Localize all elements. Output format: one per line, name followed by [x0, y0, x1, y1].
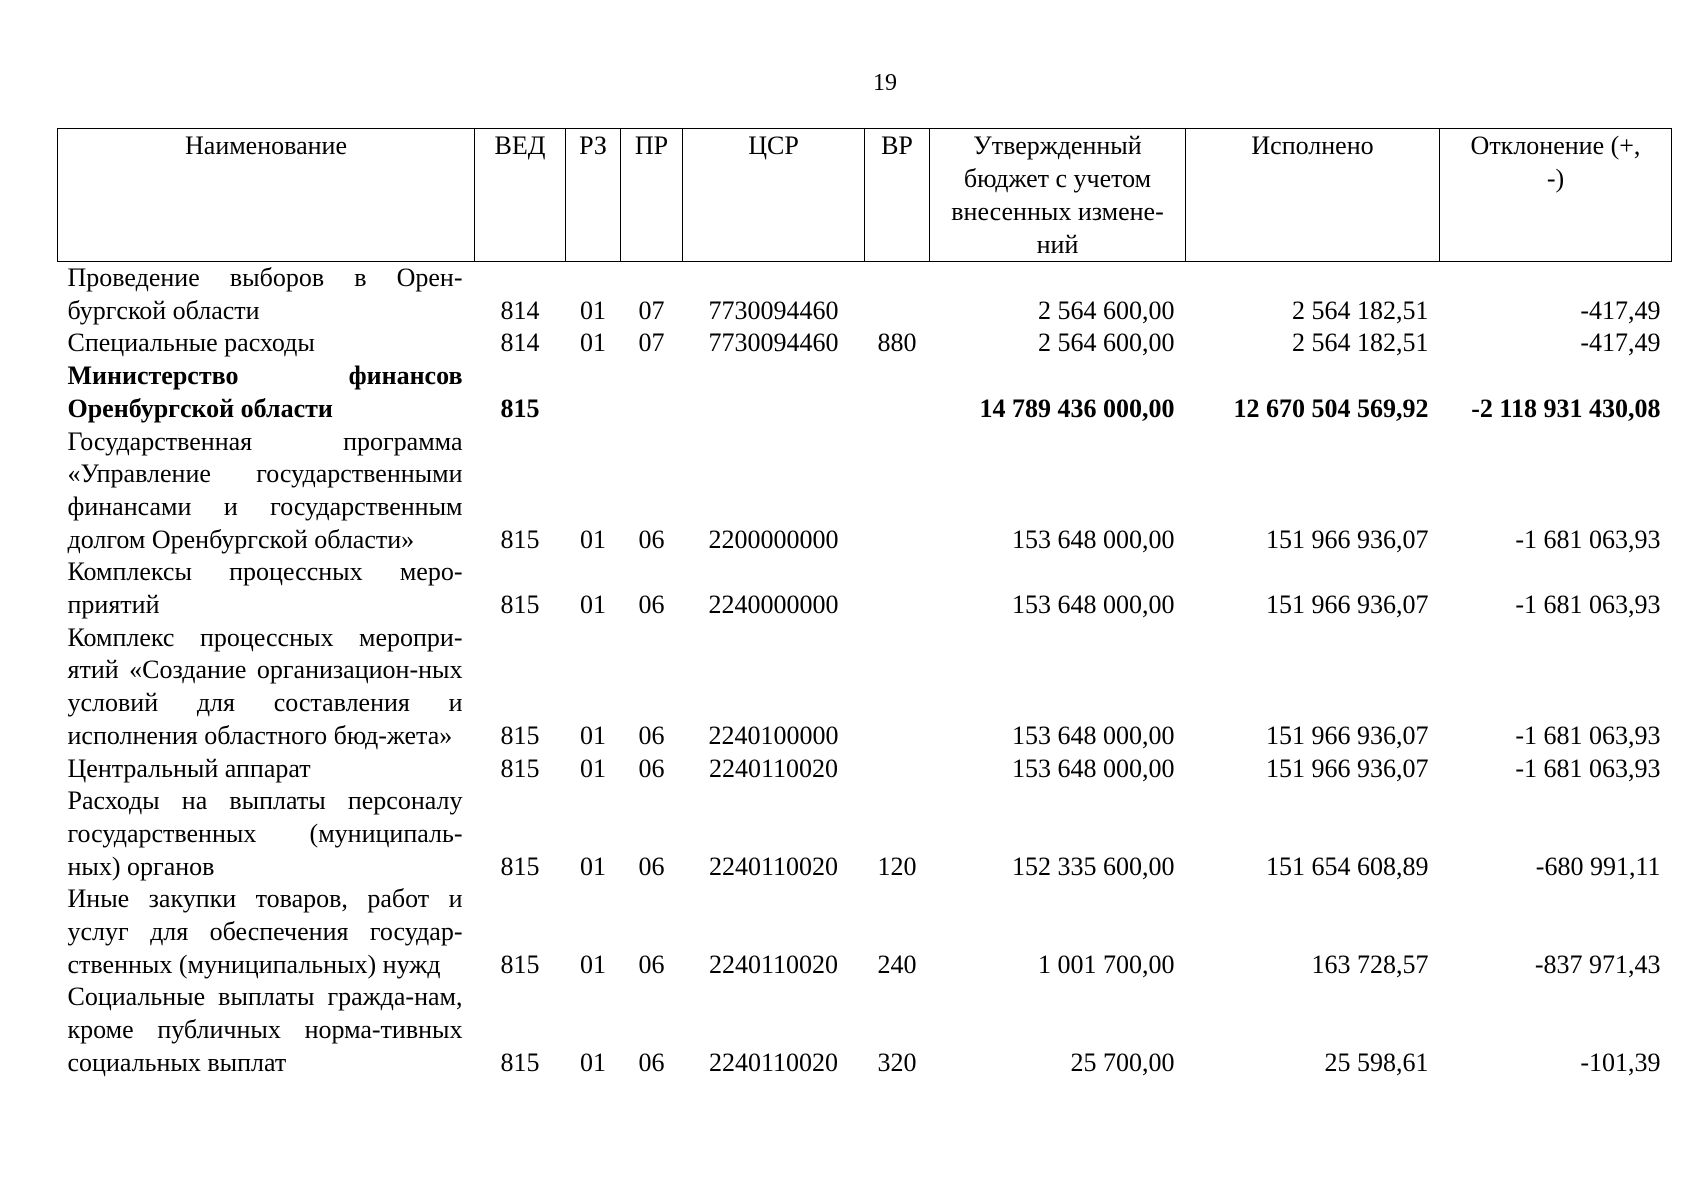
- row-done: 163 728,57: [1311, 949, 1429, 979]
- row-plan: 25 700,00: [1070, 1047, 1175, 1077]
- header-pr: ПР: [621, 129, 683, 262]
- row-name: Комплексы процессных меро-приятий: [67, 557, 463, 620]
- row-deviation: -680 991,11: [1535, 851, 1661, 881]
- row-vr: [865, 360, 930, 425]
- page-number: 19: [873, 70, 897, 96]
- row-ved: 815: [500, 393, 540, 423]
- row-ved: 814: [500, 328, 540, 358]
- row-plan: 153 648 000,00: [1012, 524, 1175, 554]
- row-name: Иные закупки товаров, работ и услуг для обеспечения государ-ственных (муниципальных) нужд: [67, 884, 463, 979]
- row-rz: 01: [580, 295, 606, 325]
- row-csr: 2240110020: [708, 1047, 839, 1077]
- row-rz: 01: [580, 720, 606, 750]
- row-pr: [621, 360, 683, 425]
- table-row: [58, 981, 1672, 1079]
- header-vr: ВР: [865, 129, 930, 262]
- row-pr: 06: [638, 851, 665, 881]
- row-csr: 2240110020: [708, 753, 839, 783]
- table-row: [58, 327, 1672, 360]
- row-vr: [865, 262, 930, 328]
- table-row: [58, 622, 1672, 753]
- table-row: [58, 556, 1672, 621]
- row-pr: 07: [638, 328, 665, 358]
- row-csr: 7730094460: [708, 295, 839, 325]
- row-csr: [683, 360, 865, 425]
- row-name: Расходы на выплаты персоналу государственных (муниципаль-ных) органов: [67, 786, 463, 881]
- row-vr: 120: [877, 851, 917, 881]
- row-plan: 153 648 000,00: [1012, 590, 1175, 620]
- row-ved: 815: [500, 949, 540, 979]
- row-deviation: -1 681 063,93: [1515, 524, 1661, 554]
- row-ved: 815: [500, 524, 540, 554]
- row-rz: 01: [580, 590, 606, 620]
- table-row: [58, 785, 1672, 883]
- row-done: 25 598,61: [1324, 1047, 1429, 1077]
- row-plan: 2 564 600,00: [1038, 328, 1175, 358]
- row-done: 151 966 936,07: [1266, 590, 1429, 620]
- row-done: 151 654 608,89: [1266, 851, 1429, 881]
- header-rz: РЗ: [566, 129, 621, 262]
- row-pr: 06: [638, 524, 665, 554]
- row-pr: 06: [638, 1047, 665, 1077]
- row-vr: [865, 426, 930, 557]
- header-ved: ВЕД: [475, 129, 566, 262]
- row-plan: 2 564 600,00: [1038, 295, 1175, 325]
- row-csr: 2240000000: [708, 590, 839, 620]
- row-deviation: -1 681 063,93: [1515, 590, 1661, 620]
- row-deviation: -1 681 063,93: [1515, 720, 1661, 750]
- row-ved: 815: [500, 590, 540, 620]
- budget-table-container: [57, 128, 1671, 1080]
- row-ved: 815: [500, 1047, 540, 1077]
- table-row: [58, 262, 1672, 328]
- budget-execution-table: [57, 128, 1672, 1080]
- row-plan: 1 001 700,00: [1038, 949, 1175, 979]
- row-plan: 14 789 436 000,00: [979, 393, 1175, 423]
- header-deviation: Отклонение (+, -): [1440, 129, 1672, 262]
- row-pr: 06: [638, 949, 665, 979]
- row-name: Комплекс процессных меропри-ятий «Создание организацион-ных условий для составления и исполнения областного бюд-жета»: [67, 622, 463, 750]
- row-pr: 06: [638, 753, 665, 783]
- table-body: [58, 262, 1672, 1080]
- row-done: 151 966 936,07: [1266, 720, 1429, 750]
- row-name: Проведение выборов в Орен-бургской области: [67, 263, 463, 325]
- row-name: Специальные расходы: [67, 328, 315, 358]
- row-done: 12 670 504 569,92: [1233, 393, 1429, 423]
- row-vr: [865, 753, 930, 786]
- row-rz: 01: [580, 328, 606, 358]
- row-csr: 2240110020: [708, 851, 839, 881]
- header-csr: ЦСР: [683, 129, 865, 262]
- table-row: [58, 360, 1672, 425]
- row-name: Министерство финансов Оренбургской области: [67, 361, 463, 423]
- table-row: [58, 883, 1672, 981]
- header-done: Исполнено: [1186, 129, 1440, 262]
- row-csr: 2240110020: [708, 949, 839, 979]
- row-ved: 815: [500, 753, 540, 783]
- row-csr: 2240100000: [708, 720, 839, 750]
- row-done: 2 564 182,51: [1292, 295, 1429, 325]
- row-rz: 01: [580, 851, 606, 881]
- row-deviation: -417,49: [1580, 328, 1661, 358]
- row-done: 151 966 936,07: [1266, 753, 1429, 783]
- row-ved: 814: [500, 295, 540, 325]
- row-rz: 01: [580, 1047, 606, 1077]
- row-name: Государственная программа «Управление государственными финансами и государственным долгом Оренбургской области»: [67, 426, 463, 554]
- row-done: 2 564 182,51: [1292, 328, 1429, 358]
- table-row: [58, 426, 1672, 557]
- row-name: Социальные выплаты гражда-нам, кроме публичных норма-тивных социальных выплат: [67, 982, 463, 1077]
- row-deviation: -417,49: [1580, 295, 1661, 325]
- row-pr: 07: [638, 295, 665, 325]
- table-row: [58, 753, 1672, 786]
- row-deviation: -837 971,43: [1534, 949, 1661, 979]
- row-done: 151 966 936,07: [1266, 524, 1429, 554]
- row-vr: [865, 622, 930, 753]
- row-rz: 01: [580, 753, 606, 783]
- row-plan: 152 335 600,00: [1012, 851, 1175, 881]
- row-ved: 815: [500, 720, 540, 750]
- row-csr: 2200000000: [708, 524, 839, 554]
- row-deviation: -101,39: [1580, 1047, 1661, 1077]
- row-pr: 06: [638, 720, 665, 750]
- row-rz: 01: [580, 949, 606, 979]
- header-name: Наименование: [58, 129, 475, 262]
- header-plan: Утвержденный бюджет с учетом внесенных измене-ний: [930, 129, 1186, 262]
- row-vr: 240: [877, 949, 917, 979]
- row-vr: [865, 556, 930, 621]
- row-deviation: -2 118 931 430,08: [1471, 393, 1661, 423]
- row-plan: 153 648 000,00: [1012, 753, 1175, 783]
- row-deviation: -1 681 063,93: [1515, 753, 1661, 783]
- row-pr: 06: [638, 590, 665, 620]
- row-rz: 01: [580, 524, 606, 554]
- row-ved: 815: [500, 851, 540, 881]
- row-vr: 880: [877, 328, 917, 358]
- row-plan: 153 648 000,00: [1012, 720, 1175, 750]
- row-vr: 320: [877, 1047, 917, 1077]
- row-csr: 7730094460: [708, 328, 839, 358]
- row-name: Центральный аппарат: [67, 753, 311, 783]
- table-header: [58, 129, 1672, 262]
- row-rz: [566, 360, 621, 425]
